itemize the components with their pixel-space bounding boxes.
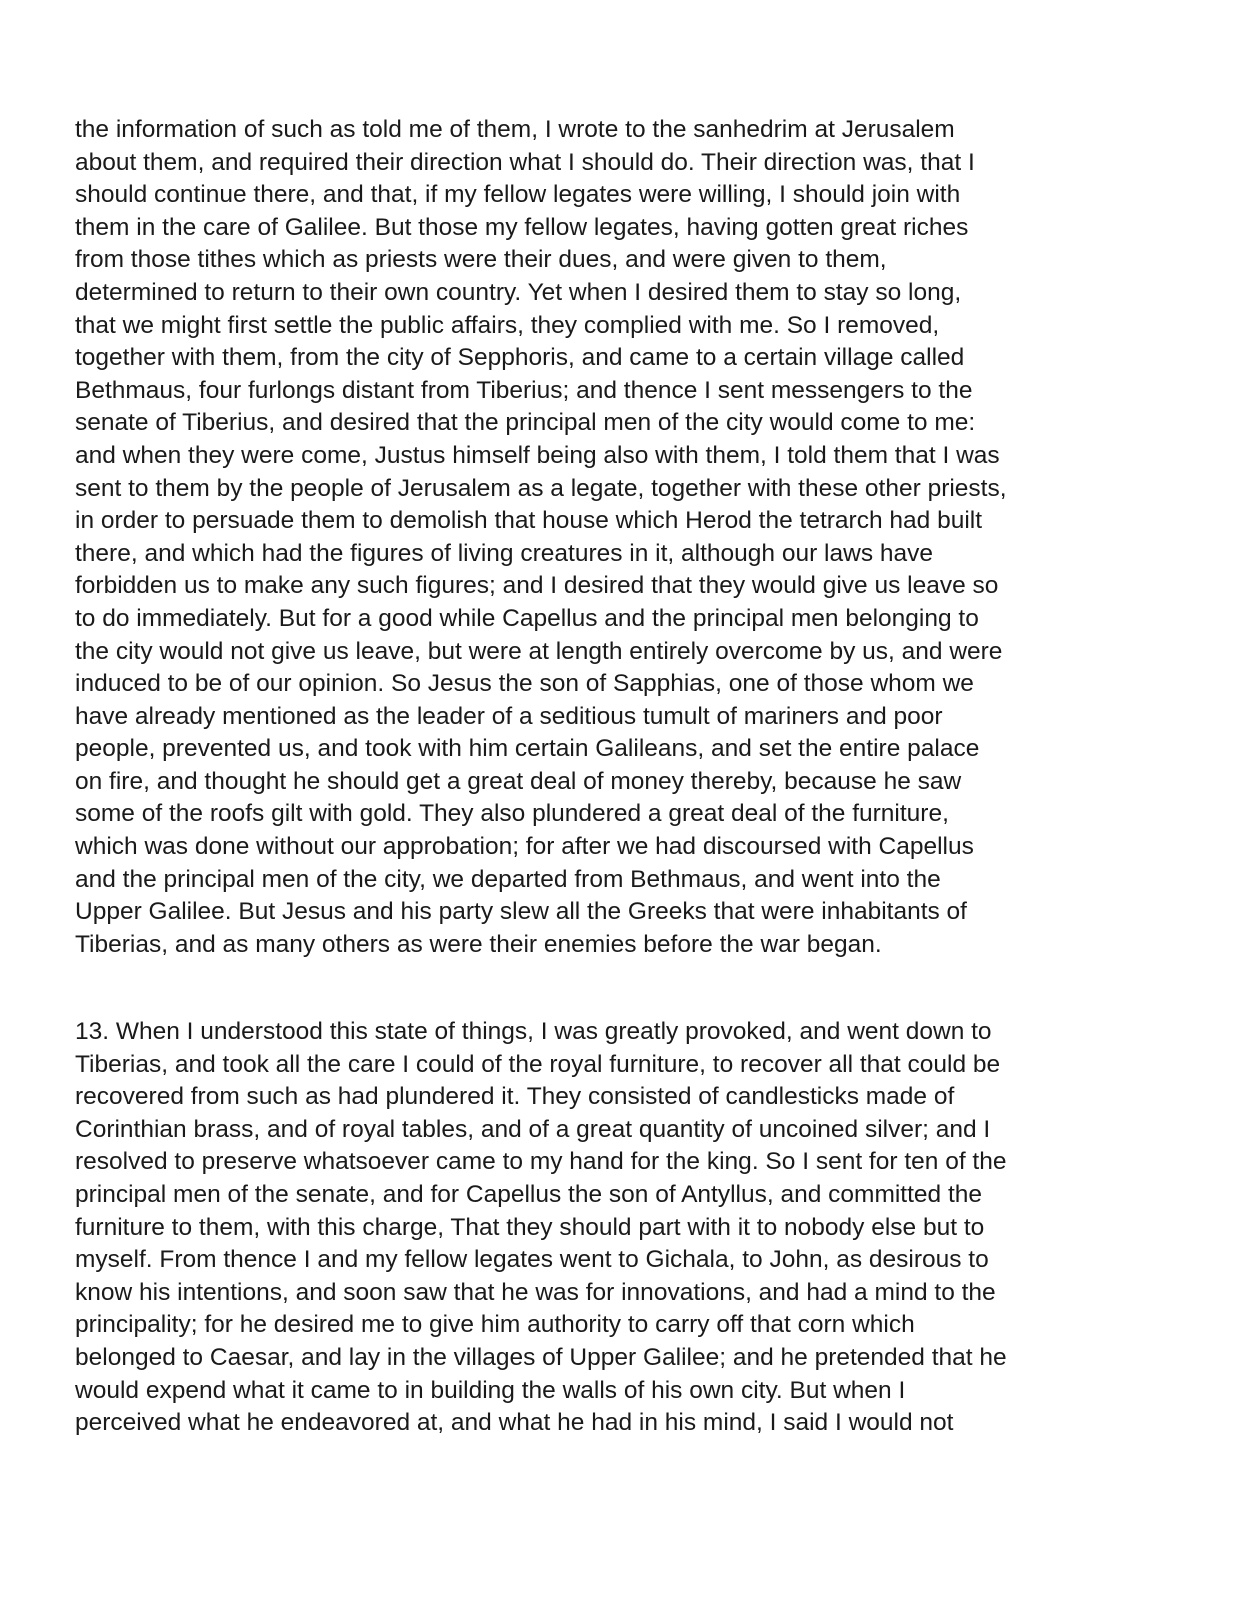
text-line: belonged to Caesar, and lay in the villages of Upper Galilee; and he pretended that he	[75, 1343, 1007, 1371]
text-line: recovered from such as had plundered it. They consisted of candlesticks made of	[75, 1083, 955, 1111]
text-line: Corinthian brass, and of royal tables, and of a great quantity of uncoined silver; and I	[75, 1115, 991, 1143]
text-line: know his intentions, and soon saw that he was for innovations, and had a mind to the	[75, 1278, 996, 1306]
text-line: Tiberias, and as many others as were their enemies before the war began.	[75, 930, 882, 958]
text-line: induced to be of our opinion. So Jesus the son of Sapphias, one of those whom we	[75, 670, 974, 698]
text-line: furniture to them, with this charge, That they should part with it to nobody else but to	[75, 1213, 985, 1241]
text-line: myself. From thence I and my fellow legates went to Gichala, to John, as desirous to	[75, 1246, 989, 1274]
text-line: sent to them by the people of Jerusalem as a legate, together with these other priests,	[75, 474, 1007, 502]
text-line: people, prevented us, and took with him certain Galileans, and set the entire palace	[75, 735, 980, 763]
text-line: together with them, from the city of Sepphoris, and came to a certain village called	[75, 344, 965, 372]
text-line: the information of such as told me of them, I wrote to the sanhedrim at Jerusalem	[75, 116, 955, 143]
text-line: should continue there, and that, if my fellow legates were willing, I should join with	[75, 181, 961, 209]
text-line: Bethmaus, four furlongs distant from Tiberius; and thence I sent messengers to the	[75, 376, 973, 404]
text-line: resolved to preserve whatsoever came to my hand for the king. So I sent for ten of the	[75, 1148, 1007, 1176]
text-line: would expend what it came to in building the walls of his own city. But when I	[75, 1376, 906, 1404]
paragraph-13	[75, 1016, 1175, 1440]
text-line: 13. When I understood this state of things, I was greatly provoked, and went down to	[75, 1018, 992, 1045]
text-line: some of the roofs gilt with gold. They also plundered a great deal of the furniture,	[75, 800, 949, 828]
text-line: and when they were come, Justus himself being also with them, I told them that I was	[75, 441, 1000, 469]
text-line: them in the care of Galilee. But those my fellow legates, having gotten great riches	[75, 213, 969, 241]
text-line: forbidden us to make any such figures; and I desired that they would give us leave so	[75, 572, 999, 600]
text-line: about them, and required their direction what I should do. Their direction was, that I	[75, 148, 975, 176]
text-line: have already mentioned as the leader of a seditious tumult of mariners and poor	[75, 702, 943, 730]
text-line: Upper Galilee. But Jesus and his party slew all the Greeks that were inhabitants of	[75, 898, 967, 926]
text-line: Tiberias, and took all the care I could of the royal furniture, to recover all that could be	[75, 1050, 1001, 1078]
text-line: on fire, and thought he should get a great deal of money thereby, because he saw	[75, 767, 962, 795]
text-line: in order to persuade them to demolish that house which Herod the tetrarch had built	[75, 507, 983, 535]
text-line: determined to return to their own country. Yet when I desired them to stay so long,	[75, 278, 962, 306]
paragraph-1	[75, 114, 1175, 961]
text-line: that we might first settle the public affairs, they complied with me. So I removed,	[75, 311, 940, 339]
text-line: there, and which had the figures of living creatures in it, although our laws have	[75, 539, 934, 567]
text-line: from those tithes which as priests were their dues, and were given to them,	[75, 246, 887, 274]
text-line: to do immediately. But for a good while Capellus and the principal men belonging to	[75, 604, 979, 632]
text-line: the city would not give us leave, but were at length entirely overcome by us, and were	[75, 637, 1003, 665]
text-line: principal men of the senate, and for Capellus the son of Antyllus, and committed the	[75, 1180, 983, 1208]
text-line: and the principal men of the city, we departed from Bethmaus, and went into the	[75, 865, 941, 893]
text-line: perceived what he endeavored at, and what he had in his mind, I said I would not	[75, 1409, 954, 1437]
text-line: principality; for he desired me to give him authority to carry off that corn which	[75, 1311, 915, 1339]
text-line: which was done without our approbation; for after we had discoursed with Capellus	[75, 833, 974, 861]
text-line: senate of Tiberius, and desired that the principal men of the city would come to me:	[75, 409, 976, 437]
